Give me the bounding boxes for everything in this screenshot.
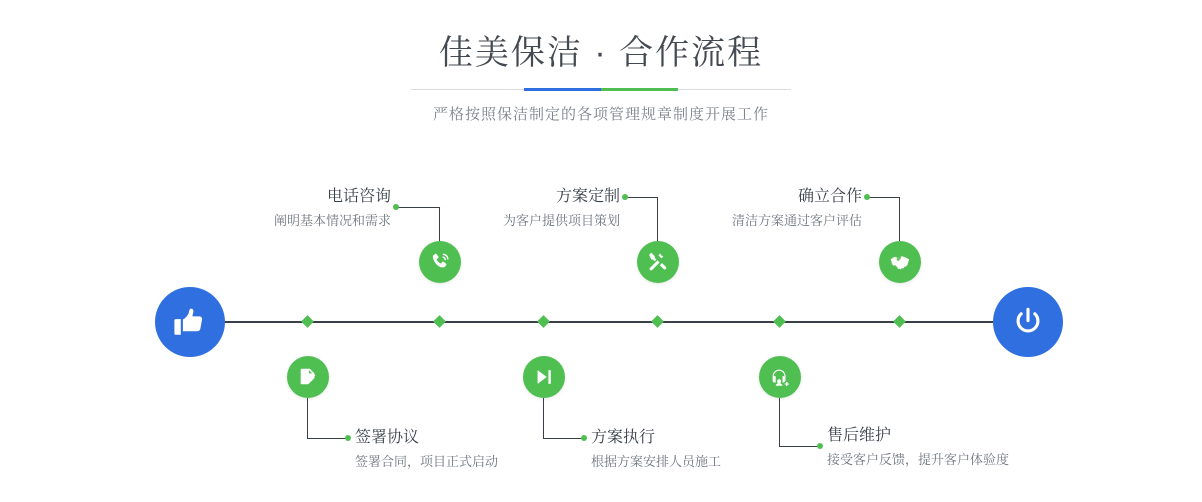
play-next-icon [533,366,555,388]
handshake-icon [889,251,911,273]
title-divider [411,88,791,91]
step-dot-5 [864,194,870,200]
start-endpoint [155,287,225,357]
step-title-2: 签署协议 [355,429,420,446]
step-icon-3 [637,241,679,283]
step-icon-2 [287,356,329,398]
step-marker-4 [537,315,550,328]
power-icon [1011,305,1045,339]
step-connector-4-vertical [543,398,544,438]
step-title-4: 方案执行 [591,429,656,446]
step-desc-5: 清洁方案通过客户评估 [731,213,862,228]
page-header [0,30,1202,124]
step-marker-5 [893,315,906,328]
page-title: 佳美保洁 · 合作流程 [438,34,764,72]
step-label-5 [640,186,862,231]
step-label-6 [827,425,1009,470]
step-title-1: 电话咨询 [326,188,391,205]
step-dot-3 [622,194,628,200]
phone-call-icon [429,251,451,273]
step-label-3 [400,186,620,231]
divider-accent-green [601,88,678,91]
step-connector-6-horizontal [779,446,821,447]
step-dot-2 [345,435,351,441]
end-endpoint [993,287,1063,357]
step-dot-6 [817,443,823,449]
step-title-3: 方案定制 [555,188,620,205]
step-desc-6: 接受客户反馈，提升客户体验度 [827,452,1010,467]
step-icon-4 [523,356,565,398]
thumbs-up-icon [173,305,207,339]
step-desc-1: 阐明基本情况和需求 [273,213,391,228]
step-icon-5 [879,241,921,283]
step-marker-6 [773,315,786,328]
step-marker-1 [433,315,446,328]
tools-icon [647,251,669,273]
step-marker-3 [651,315,664,328]
step-icon-6 [759,356,801,398]
divider-accent-blue [524,88,601,91]
step-connector-2-vertical [307,398,308,438]
step-label-4 [591,427,721,472]
step-icon-1 [419,241,461,283]
step-dot-1 [393,204,399,210]
step-title-5: 确立合作 [797,188,862,205]
step-connector-5-horizontal [867,197,900,198]
step-label-1 [133,186,391,231]
step-marker-2 [301,315,314,328]
step-connector-6-vertical [779,398,780,446]
step-label-2 [355,427,498,472]
customer-support-icon [769,366,791,388]
step-connector-4-horizontal [543,438,585,439]
step-connector-5-vertical [899,197,900,241]
step-desc-3: 为客户提供项目策划 [502,213,620,228]
step-desc-2: 签署合同，项目正式启动 [355,454,499,469]
step-connector-2-horizontal [307,438,349,439]
step-dot-4 [581,435,587,441]
page-subtitle: 严格按照保洁制定的各项管理规章制度开展工作 [432,106,769,123]
step-title-6: 售后维护 [827,427,892,444]
step-desc-4: 根据方案安排人员施工 [591,454,722,469]
contract-edit-icon [297,366,319,388]
